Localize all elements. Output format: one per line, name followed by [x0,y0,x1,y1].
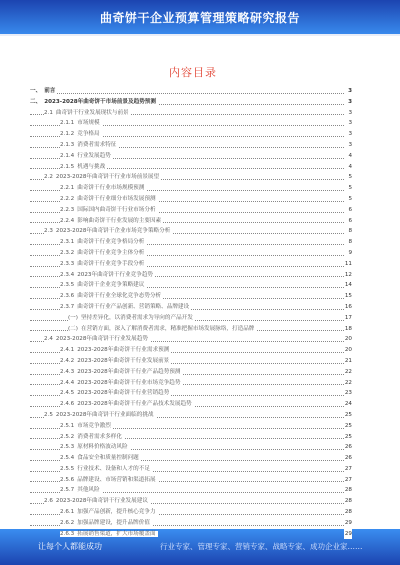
toc-entry-number: 2.6 [44,498,53,505]
toc-entry[interactable] [30,86,352,97]
toc-entry[interactable] [30,172,352,183]
toc-entry[interactable] [30,313,352,324]
toc-entry-title: 曲奇饼干企业竞争策略建议 [77,282,145,289]
toc-entry[interactable] [30,356,352,367]
toc-entry-page: 27 [344,464,352,475]
toc-entry-number: 2.4.3 [60,368,75,375]
toc-entry[interactable] [30,259,352,270]
toc-entry-label [60,401,194,407]
toc-entry[interactable] [30,324,352,335]
toc-entry-number: 2.5.7 [60,487,75,494]
toc-entry[interactable] [30,118,352,129]
toc-entry[interactable] [30,248,352,259]
toc-entry-label [30,99,158,105]
toc-entry-number: 2.5.4 [60,455,75,462]
toc-entry-title: 品牌建设、市场营销和渠道拓展 [77,476,156,483]
toc-entry-title: 机遇与挑战 [77,163,106,170]
toc-entry-page: 9 [347,248,352,259]
toc-leader-dots [30,93,344,94]
toc-entry-label [60,487,102,493]
toc-page [18,42,368,537]
toc-entry-label [60,509,158,515]
toc-entry-title: 曲奇饼干行业产品创新、营销策略、品牌建设 [77,303,190,310]
toc-entry-title: 2023-2028年曲奇饼干行业营销趋势 [77,390,170,397]
toc-entry-page: 8 [347,237,352,248]
toc-entry-title: 拓展销售渠道，扩大市场覆盖面 [77,530,156,537]
toc-entry[interactable] [30,129,352,140]
toc-entry-label [60,466,152,472]
toc-list [30,86,352,539]
toc-entry-title: 2023-2028年曲奇饼干行业面临的挑战 [55,411,154,418]
toc-entry-label [60,239,146,245]
toc-entry-title: 影响曲奇饼干行业发展的主要因素 [77,217,162,224]
toc-entry[interactable] [30,162,352,173]
toc-entry-title: 曲奇饼干行业竞争主体分析 [77,249,145,256]
toc-entry[interactable] [30,334,352,345]
toc-entry-title: 2023-2028年曲奇饼干企业市场竞争策略分析 [55,228,171,235]
toc-entry[interactable] [30,421,352,432]
toc-entry-page: 14 [344,280,352,291]
toc-entry-number: 2.4.2 [60,357,75,364]
toc-entry[interactable] [30,183,352,194]
toc-entry-label [60,282,146,288]
toc-entry-title: 2023-2028年曲奇饼干行业产品技术发展趋势 [77,401,192,408]
toc-entry-page: 12 [344,270,352,281]
toc-entry-title: 2023-2028年曲奇饼干行业市场竞争趋势 [77,379,181,386]
toc-entry-number: 2.1.4 [60,152,75,159]
toc-entry-label [60,131,102,137]
toc-entry[interactable] [30,237,352,248]
toc-entry-number: 2.3.2 [60,249,75,256]
toc-entry-page: 23 [344,388,352,399]
toc-entry-page: 20 [344,345,352,356]
toc-entry-label [60,218,163,224]
toc-entry-label [60,423,113,429]
toc-entry-title: 曲奇饼干行业竞争格局分析 [77,239,145,246]
header-divider [0,34,400,36]
toc-entry-page: 24 [344,399,352,410]
toc-entry-title: 竞争格局 [77,131,100,138]
toc-entry-page: 20 [344,334,352,345]
toc-entry[interactable] [30,442,352,453]
footer-expert-list: 行业专家、管理专家、营销专家、战略专家、成功企业家…… [160,542,363,551]
toc-entry-title: 2023-2028年曲奇饼干行业发展建议 [55,498,148,505]
toc-entry-number: 2.3.6 [60,293,75,300]
toc-entry-page: 11 [344,259,352,270]
toc-entry-page: 8 [347,226,352,237]
toc-entry-label [60,250,146,256]
toc-entry-page: 18 [344,324,352,335]
toc-entry-page: 28 [344,485,352,496]
toc-entry-number: 2.2.4 [60,217,75,224]
toc-entry[interactable] [30,507,352,518]
toc-entry-page: 28 [344,496,352,507]
toc-entry-page: 25 [344,432,352,443]
toc-entry-label [60,164,107,170]
toc-entry[interactable] [30,302,352,313]
toc-entry-page: 22 [344,367,352,378]
toc-entry-number: 2.5.2 [60,433,75,440]
toc-entry-page: 3 [347,129,352,140]
toc-entry[interactable] [30,378,352,389]
toc-entry[interactable] [30,216,352,227]
toc-entry-label [60,293,163,299]
toc-entry-number: 2.3.3 [60,260,75,267]
toc-entry-page: 3 [347,118,352,129]
toc-entry-number: 2.4.1 [60,347,75,354]
toc-entry-title: 在营销方面，深入了解消费者需求，精准把握市场发展脉络，打造品牌 [80,325,255,332]
toc-entry-title: 消费者需求多样化 [77,433,122,440]
toc-entry-title: 市场规模 [77,120,100,127]
toc-entry-title: 曲奇饼干行业市场规模预测 [77,185,145,192]
toc-entry[interactable] [30,194,352,205]
toc-entry-number: 2.5.1 [60,422,75,429]
toc-entry-number: 2.4.4 [60,379,75,386]
toc-entry-title: 原材料价格波动风险 [77,444,128,451]
toc-entry-title: 其他风险 [77,487,100,494]
toc-entry[interactable] [30,151,352,162]
toc-entry-label [60,142,118,148]
toc-entry-number: 2.2.1 [60,185,75,192]
toc-entry-title: 2023-2028年曲奇饼干行业需求预测 [77,347,170,354]
toc-entry-number: 2.2 [44,174,53,181]
toc-entry-number: (二) [68,325,78,332]
toc-entry-label [60,120,102,126]
toc-entry-number: 2.2.3 [60,206,75,213]
toc-entry-label [60,455,141,461]
toc-entry-label [44,336,150,342]
toc-entry-number: 2.1.5 [60,163,75,170]
toc-entry-title: 加强品牌建设，提升品牌价值 [77,519,150,526]
toc-entry-page: 5 [347,172,352,183]
toc-entry-number: 2.1.1 [60,120,75,127]
toc-entry-page: 5 [347,194,352,205]
toc-entry-number: 2.6.3 [60,530,75,537]
toc-entry-title: 曲奇饼干行业全球化竞争态势分析 [77,293,162,300]
toc-entry-title: 曲奇饼干行业竞争手段分析 [77,260,145,267]
toc-entry[interactable] [30,140,352,151]
toc-entry-number: 2.3 [44,228,53,235]
toc-entry[interactable] [30,345,352,356]
toc-entry-page: 25 [344,410,352,421]
toc-entry-label [60,434,124,440]
toc-entry[interactable] [30,496,352,507]
report-header-banner [0,0,400,36]
toc-entry-page: 3 [347,140,352,151]
toc-entry-label [60,347,171,353]
toc-entry[interactable] [30,367,352,378]
toc-entry-page: 22 [344,378,352,389]
toc-entry-number: 二、 [30,98,42,105]
toc-entry-label [44,174,161,180]
toc-entry-page: 17 [344,313,352,324]
toc-entry-label [60,390,171,396]
toc-entry[interactable] [30,270,352,281]
toc-entry-page: 29 [344,518,352,529]
toc-entry[interactable] [30,280,352,291]
toc-entry[interactable] [30,432,352,443]
toc-entry-number: 2.2.2 [60,195,75,202]
toc-entry-number: 2.4 [44,336,53,343]
toc-entry-page: 21 [344,356,352,367]
toc-entry[interactable] [30,475,352,486]
toc-entry[interactable] [30,97,352,108]
toc-entry-title: 市场竞争激烈 [77,422,111,429]
toc-entry-label [44,228,172,234]
toc-entry-title: 曲奇饼干行业细分市场发展预测 [77,195,156,202]
toc-entry-label [60,531,158,537]
toc-entry-page: 27 [344,475,352,486]
toc-entry-number: 2.3.4 [60,271,75,278]
toc-entry-label [60,196,158,202]
toc-entry-label [68,315,195,321]
toc-entry-page: 3 [347,108,352,119]
toc-entry-title: 2023年曲奇饼干行业竞争趋势 [77,271,154,278]
toc-entry-label [60,153,113,159]
toc-entry-page: 15 [344,291,352,302]
toc-entry-title: 国际国内曲奇饼干行业市场分析 [77,206,156,213]
toc-entry-title: 2023-2028年曲奇饼干行业产品趋势预测 [77,368,181,375]
toc-entry-label [60,304,191,310]
toc-entry-label [30,88,57,94]
toc-entry[interactable] [30,453,352,464]
toc-entry-page: 4 [347,162,352,173]
toc-entry-title: 行业发展趋势 [77,152,111,159]
toc-entry-number: 2.4.5 [60,390,75,397]
toc-entry-title: 加强产品创新，提升核心竞争力 [77,509,156,516]
toc-entry-page: 25 [344,421,352,432]
footer-slogan: 让每个人都能成功 [38,542,102,551]
toc-entry-title: 2023-2028年曲奇饼干行业发展趋势 [55,336,148,343]
toc-entry-number: 2.1 [44,109,53,116]
toc-heading: 内容目录 [169,66,217,79]
toc-entry-title: 2023-2028年曲奇饼干行业发展前景 [77,357,170,364]
toc-entry-title: 2023-2028年曲奇饼干行业市场前景展望 [55,174,160,181]
toc-entry-title: 行业技术、设备和人才的不足 [77,465,150,472]
toc-entry-number: 2.5 [44,411,53,418]
toc-entry[interactable] [30,291,352,302]
toc-entry[interactable] [30,399,352,410]
toc-entry-page: 5 [347,183,352,194]
toc-entry-page: 26 [344,442,352,453]
toc-entry-page: 6 [347,216,352,227]
toc-entry-number: 2.5.6 [60,476,75,483]
toc-entry-label [68,326,256,332]
toc-entry-page: 28 [344,507,352,518]
toc-entry-title: 食品安全和质量控制问题 [77,455,139,462]
toc-entry-page: 26 [344,453,352,464]
toc-entry-title: 曲奇饼干行业发展现状与前景 [55,109,129,116]
toc-entry[interactable] [30,226,352,237]
toc-entry-label [60,261,146,267]
toc-entry-label [60,207,158,213]
toc-entry-number: 2.3.1 [60,239,75,246]
toc-entry-page: 3 [347,97,352,108]
toc-entry-number: 2.3.5 [60,282,75,289]
toc-entry-number: 2.1.3 [60,141,75,148]
toc-entry-label [60,444,130,450]
toc-entry-number: 2.5.3 [60,444,75,451]
toc-entry-label [44,412,156,418]
toc-entry-number: 2.4.6 [60,401,75,408]
toc-entry-number: 2.6.2 [60,519,75,526]
toc-entry-number: 2.5.5 [60,465,75,472]
toc-entry-label [44,110,131,116]
toc-entry-page: 16 [344,302,352,313]
toc-entry-number: 2.1.2 [60,131,75,138]
toc-entry-label [60,358,171,364]
toc-entry-label [60,520,152,526]
toc-entry[interactable] [30,464,352,475]
toc-entry-number: 一、 [30,88,42,94]
toc-entry-label [60,477,158,483]
toc-entry[interactable] [30,388,352,399]
toc-entry-page: 29 [344,529,352,540]
toc-entry[interactable] [30,108,352,119]
toc-entry[interactable] [30,518,352,529]
toc-entry-title: 坚持差异化，以消费者需求为导向的产品开发 [80,314,193,321]
toc-entry-title: 2023-2028年曲奇饼干市场前景及趋势预测 [44,98,156,105]
toc-entry-label [60,185,146,191]
toc-entry-number: 2.6.1 [60,509,75,516]
toc-entry-page: 3 [347,86,352,97]
toc-entry-number: (一) [68,314,78,321]
toc-entry[interactable] [30,410,352,421]
toc-entry-page: 4 [347,151,352,162]
toc-entry-label [60,272,155,278]
toc-entry-title: 消费者需求特征 [77,141,117,148]
report-title: 曲奇饼干企业预算管理策略研究报告 [99,11,300,25]
toc-entry-page: 6 [347,205,352,216]
toc-entry-label [44,498,150,504]
toc-entry[interactable] [30,485,352,496]
toc-entry-label [60,380,182,386]
toc-entry[interactable] [30,205,352,216]
toc-entry-number: 2.3.7 [60,303,75,310]
toc-entry-title: 前言 [44,88,56,94]
toc-entry-label [60,369,182,375]
